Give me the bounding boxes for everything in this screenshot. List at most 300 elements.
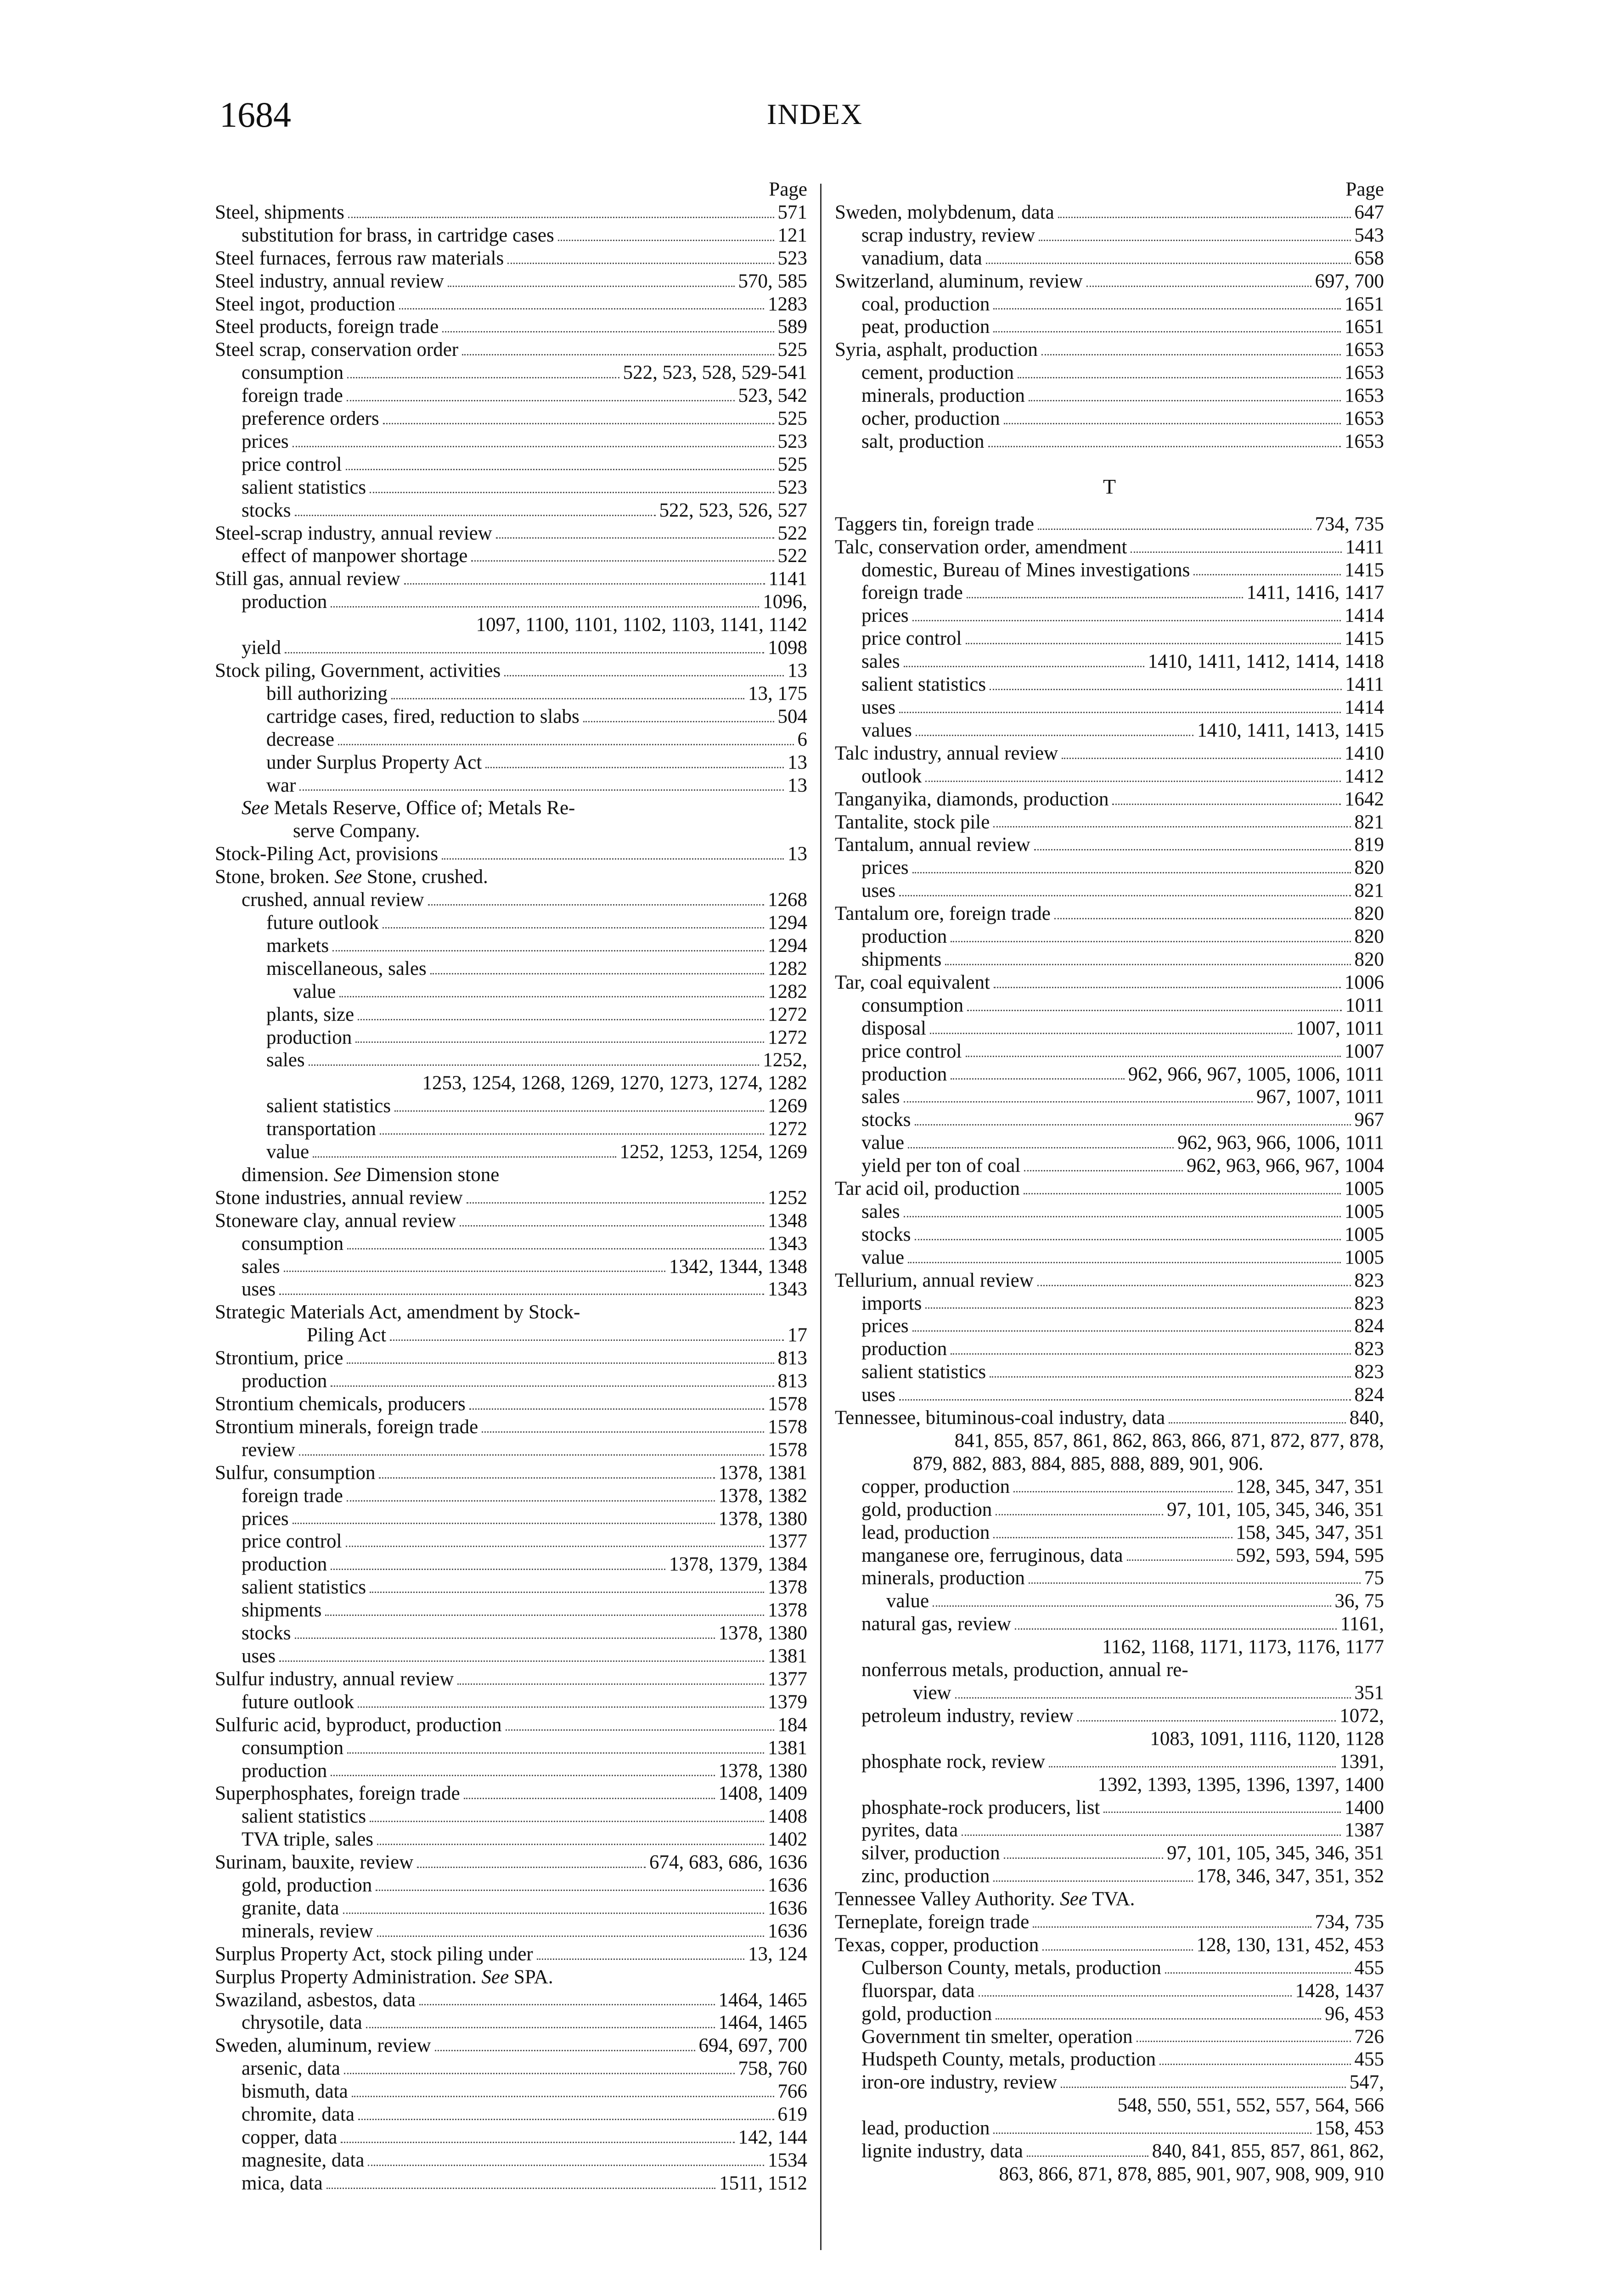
dot-leader — [1029, 384, 1341, 407]
index-entry — [835, 1361, 1384, 1384]
page-reference: 13, 124 — [748, 1943, 807, 1965]
index-term: prices — [242, 1508, 289, 1530]
dot-leader — [1037, 1269, 1351, 1292]
index-term: stocks — [861, 1223, 911, 1245]
index-term: Stock-Piling Act, provisions — [215, 843, 439, 865]
index-entry-crossref: Strategic Materials Act, amendment by Stock- — [215, 1301, 580, 1323]
index-term: Tennessee, bituminous-coal industry, data — [835, 1407, 1165, 1429]
dot-leader — [951, 1063, 1124, 1086]
index-entry — [835, 2071, 1384, 2094]
dot-leader — [1127, 1544, 1232, 1567]
index-entry-continuation: 841, 855, 857, 861, 862, 863, 866, 871, 872, 877, 878, — [954, 1430, 1384, 1452]
dot-leader — [442, 843, 784, 866]
dot-leader — [462, 338, 774, 361]
index-entry — [835, 224, 1384, 247]
page-reference: 525 — [777, 453, 807, 475]
index-term: Steel ingot, production — [215, 293, 395, 315]
index-term: iron-ore industry, review — [861, 2071, 1057, 2093]
dot-leader — [537, 1943, 744, 1966]
dot-leader — [309, 1049, 760, 1072]
index-term: Strontium minerals, foreign trade — [215, 1416, 478, 1438]
index-entry — [835, 338, 1384, 361]
index-entry — [215, 1668, 807, 1691]
index-term: foreign trade — [242, 1485, 343, 1507]
dot-leader — [996, 2003, 1321, 2026]
index-entry — [835, 2048, 1384, 2071]
index-entry — [835, 1934, 1384, 1957]
index-entry-crossref: Surplus Property Administration. See SPA. — [215, 1966, 553, 1988]
page-reference: 1096, — [763, 591, 807, 613]
index-entry — [215, 1255, 807, 1278]
index-term: price control — [242, 453, 342, 475]
page-reference: 351 — [1354, 1682, 1384, 1704]
page-reference: 1252 — [768, 1187, 807, 1209]
index-term: uses — [861, 697, 896, 719]
index-entry — [215, 568, 807, 591]
dot-leader — [899, 1384, 1350, 1407]
index-term: salient statistics — [242, 476, 366, 498]
page-reference: 1294 — [768, 912, 807, 934]
page-reference: 766 — [777, 2081, 807, 2103]
page-reference: 1411, 1416, 1417 — [1246, 582, 1384, 604]
index-entry — [215, 247, 807, 270]
page-reference: 1411 — [1345, 536, 1384, 558]
index-term: chrysotile, data — [242, 2012, 362, 2034]
index-entry — [835, 1040, 1384, 1063]
dot-leader — [583, 705, 774, 728]
dot-leader — [469, 1393, 764, 1416]
page-reference: 1464, 1465 — [718, 1989, 807, 2011]
dot-leader — [955, 1682, 1351, 1705]
index-entry — [835, 650, 1384, 673]
page-reference: 1410, 1411, 1412, 1414, 1418 — [1148, 651, 1384, 673]
page-reference: 1636 — [768, 1874, 807, 1896]
index-entry — [835, 536, 1384, 559]
page-reference: 1294 — [768, 934, 807, 957]
page-reference: 589 — [777, 316, 807, 338]
index-term: Talc industry, annual review — [835, 742, 1058, 764]
index-entry — [215, 1393, 807, 1416]
dot-leader — [348, 201, 774, 224]
index-term: Steel furnaces, ferrous raw materials — [215, 247, 504, 269]
dot-leader — [370, 1576, 764, 1599]
index-entry — [835, 1063, 1384, 1086]
dot-leader — [904, 1200, 1341, 1223]
index-entry — [215, 1439, 807, 1462]
index-entry — [215, 1874, 807, 1897]
dot-leader — [331, 1370, 774, 1393]
dot-leader — [347, 1232, 764, 1255]
index-entry — [215, 1645, 807, 1668]
index-term: substitution for brass, in cartridge cases — [242, 224, 554, 246]
index-term: preference orders — [242, 408, 379, 430]
dot-leader — [1103, 1796, 1341, 1819]
index-term: price control — [861, 1040, 962, 1062]
index-term: Piling Act — [307, 1324, 387, 1346]
index-entry — [215, 1920, 807, 1943]
index-term: consumption — [242, 362, 344, 384]
dot-leader — [912, 1315, 1351, 1338]
index-entry — [215, 1576, 807, 1599]
index-term: production — [861, 1063, 947, 1085]
index-entry — [835, 1796, 1384, 1819]
index-entry — [215, 751, 807, 774]
page-reference: 1410, 1411, 1413, 1415 — [1197, 719, 1384, 741]
index-entry — [835, 673, 1384, 696]
page-reference: 1005 — [1345, 1246, 1384, 1268]
index-term: price control — [861, 628, 962, 650]
page-reference: 1272 — [768, 1118, 807, 1140]
dot-leader — [1062, 742, 1341, 765]
index-term: value — [861, 1132, 905, 1154]
index-term: outlook — [861, 765, 922, 787]
index-entry — [835, 1177, 1384, 1200]
dot-leader — [293, 430, 774, 453]
dot-leader — [993, 2117, 1311, 2140]
dot-leader — [404, 568, 765, 591]
page-reference: 13, 175 — [748, 682, 807, 704]
dot-leader — [1004, 1842, 1163, 1865]
index-term: copper, production — [861, 1475, 1010, 1497]
index-term: Steel industry, annual review — [215, 270, 444, 292]
index-entry — [835, 581, 1384, 604]
index-entry — [835, 270, 1384, 293]
page-reference: 455 — [1354, 2048, 1384, 2071]
page-reference: 184 — [777, 1714, 807, 1736]
page-reference: 1381 — [768, 1737, 807, 1759]
index-entry — [835, 1498, 1384, 1521]
page-reference: 823 — [1354, 1361, 1384, 1383]
index-term: Sweden, aluminum, review — [215, 2035, 431, 2057]
dot-leader — [435, 2034, 695, 2057]
dot-leader — [355, 1026, 764, 1049]
page-reference: 1007, 1011 — [1296, 1017, 1384, 1039]
index-term: effect of manpower shortage — [242, 545, 468, 567]
page-reference: 1412 — [1345, 765, 1384, 787]
dot-leader — [912, 604, 1341, 627]
page-reference: 1651 — [1345, 293, 1384, 315]
index-term: salient statistics — [242, 1576, 366, 1598]
index-entry — [835, 902, 1384, 925]
index-entry-continuation: 863, 866, 871, 878, 885, 901, 907, 908, 909, 910 — [999, 2163, 1384, 2185]
page-reference: 525 — [777, 339, 807, 361]
index-term: view — [913, 1682, 951, 1704]
index-entry — [835, 1521, 1384, 1544]
index-entry — [835, 1750, 1384, 1773]
index-entry — [835, 361, 1384, 384]
dot-leader — [966, 1040, 1341, 1063]
index-entry — [215, 1187, 807, 1210]
dot-leader — [377, 1828, 764, 1851]
dot-leader — [464, 1782, 715, 1805]
page-reference: 697, 700 — [1315, 270, 1384, 292]
index-term: consumption — [242, 1232, 344, 1255]
index-entry — [835, 1154, 1384, 1177]
page-reference: 819 — [1354, 834, 1384, 856]
dot-leader — [347, 1737, 764, 1760]
index-entry — [835, 696, 1384, 719]
index-term: value — [861, 1246, 905, 1268]
index-term: salient statistics — [242, 1806, 366, 1828]
index-term: sales — [861, 1086, 900, 1108]
page-reference: 840, 841, 855, 857, 861, 862, — [1152, 2140, 1384, 2162]
dot-leader — [1041, 338, 1341, 361]
index-entry-crossref: See Metals Reserve, Office of; Metals Re- — [242, 797, 575, 819]
index-entry — [215, 453, 807, 476]
page-reference: 820 — [1354, 948, 1384, 970]
index-entry — [835, 765, 1384, 788]
index-term: natural gas, review — [861, 1613, 1011, 1635]
index-term: uses — [242, 1645, 276, 1667]
index-term: review — [242, 1439, 295, 1461]
index-term: Talc, conservation order, amendment — [835, 536, 1127, 558]
page-reference: 658 — [1354, 247, 1384, 269]
index-entry — [215, 1416, 807, 1439]
index-term: salient statistics — [266, 1095, 391, 1117]
index-entry — [215, 1324, 807, 1347]
dot-leader — [1004, 407, 1341, 430]
page-reference: 813 — [777, 1347, 807, 1369]
index-term: Sweden, molybdenum, data — [835, 201, 1054, 223]
index-entry — [215, 430, 807, 453]
dot-leader — [1054, 902, 1351, 925]
dot-leader — [1042, 1934, 1193, 1957]
page-reference: 674, 683, 686, 1636 — [649, 1851, 807, 1874]
dot-leader — [1112, 788, 1341, 811]
index-term: Tantalite, stock pile — [835, 811, 990, 833]
index-entry — [835, 1407, 1384, 1429]
index-entry — [835, 1086, 1384, 1109]
index-entry — [215, 293, 807, 316]
page-reference: 821 — [1354, 880, 1384, 902]
index-term: production — [242, 591, 327, 613]
index-term: decrease — [266, 728, 334, 750]
page-reference: 1653 — [1345, 385, 1384, 407]
page-reference: 823 — [1354, 1292, 1384, 1314]
index-term: lead, production — [861, 2117, 990, 2139]
index-term: prices — [242, 430, 289, 452]
index-entry — [835, 1200, 1384, 1223]
page-reference: 1411 — [1345, 674, 1384, 696]
index-entry — [215, 545, 807, 568]
page-reference: 1006 — [1345, 971, 1384, 993]
page-reference: 1272 — [768, 1026, 807, 1048]
page-reference: 1415 — [1345, 559, 1384, 581]
index-term: imports — [861, 1292, 922, 1314]
index-entry — [215, 2103, 807, 2126]
dot-leader — [915, 1109, 1351, 1131]
index-term: Texas, copper, production — [835, 1934, 1039, 1956]
index-entry — [835, 1819, 1384, 1842]
index-entry — [215, 934, 807, 957]
index-entry — [215, 476, 807, 499]
dot-leader — [325, 1599, 764, 1622]
dot-leader — [299, 774, 784, 797]
dot-leader — [951, 1338, 1350, 1361]
index-term: magnesite, data — [242, 2149, 365, 2171]
page-reference: 1378 — [768, 1576, 807, 1598]
index-term: petroleum industry, review — [861, 1705, 1074, 1727]
index-entry — [215, 980, 807, 1003]
index-entry — [215, 1347, 807, 1370]
page-reference: 1377 — [768, 1531, 807, 1553]
dot-leader — [1193, 559, 1341, 582]
index-term: Hudspeth County, metals, production — [861, 2048, 1156, 2071]
index-term: Stone industries, annual review — [215, 1187, 463, 1209]
dot-leader — [347, 361, 619, 384]
dot-leader — [990, 1361, 1350, 1384]
page-reference: 121 — [777, 224, 807, 246]
dot-leader — [925, 1292, 1350, 1315]
dot-leader — [299, 1439, 764, 1462]
page-reference: 647 — [1354, 201, 1384, 223]
index-term: peat, production — [861, 316, 990, 338]
index-entry — [215, 338, 807, 361]
page-reference: 1378, 1379, 1384 — [669, 1553, 807, 1576]
index-term: cement, production — [861, 362, 1014, 384]
page-reference: 1387 — [1345, 1819, 1384, 1841]
page-reference: 1272 — [768, 1003, 807, 1025]
index-term: production — [242, 1760, 327, 1782]
dot-leader — [1039, 224, 1350, 247]
index-entry — [215, 1691, 807, 1714]
dot-leader — [915, 1223, 1341, 1246]
index-term: Switzerland, aluminum, review — [835, 270, 1083, 292]
index-entry — [835, 1292, 1384, 1315]
page-reference: 962, 966, 967, 1005, 1006, 1011 — [1128, 1063, 1384, 1085]
index-entry — [835, 407, 1384, 430]
index-term: future outlook — [266, 912, 379, 934]
page-reference: 570, 585 — [738, 270, 807, 292]
dot-leader — [370, 476, 774, 499]
index-entry — [215, 2034, 807, 2057]
index-term: production — [242, 1553, 327, 1576]
dot-leader — [376, 1874, 764, 1897]
page-reference: 1391, — [1339, 1750, 1384, 1773]
index-entry — [835, 788, 1384, 811]
index-entry — [835, 811, 1384, 834]
page-reference: 1378, 1382 — [718, 1485, 807, 1507]
index-entry — [215, 1485, 807, 1508]
dot-leader — [284, 1255, 665, 1278]
index-term: mica, data — [242, 2172, 323, 2194]
dot-leader — [951, 925, 1350, 948]
index-term: Superphosphates, foreign trade — [215, 1783, 460, 1805]
index-term: foreign trade — [861, 582, 963, 604]
index-term: coal, production — [861, 293, 990, 315]
dot-leader — [1024, 1177, 1341, 1200]
index-entry — [835, 856, 1384, 879]
index-term: Stoneware clay, annual review — [215, 1210, 456, 1232]
dot-leader — [341, 2126, 734, 2149]
dot-leader — [347, 384, 735, 407]
index-entry-continuation: 1083, 1091, 1116, 1120, 1128 — [1150, 1728, 1384, 1750]
index-term: Tar, coal equivalent — [835, 971, 990, 993]
index-term: silver, production — [861, 1842, 1000, 1864]
index-entry — [835, 1269, 1384, 1292]
index-term: arsenic, data — [242, 2058, 340, 2080]
index-entry — [835, 430, 1384, 453]
dot-leader — [352, 2080, 774, 2103]
index-entry — [835, 201, 1384, 224]
page-reference: 1282 — [768, 957, 807, 979]
index-entry — [835, 742, 1384, 765]
page-number: 1684 — [219, 95, 291, 135]
page-reference: 1379 — [768, 1691, 807, 1713]
index-entry — [215, 1897, 807, 1920]
page-reference: 758, 760 — [738, 2058, 807, 2080]
page-reference: 1636 — [768, 1920, 807, 1942]
dot-leader — [347, 1485, 715, 1508]
page-reference: 142, 144 — [738, 2127, 807, 2149]
page-reference: 1098 — [768, 637, 807, 659]
dot-leader — [471, 545, 774, 568]
index-entry — [835, 1338, 1384, 1361]
index-term: Tar acid oil, production — [835, 1178, 1020, 1200]
index-entry — [835, 879, 1384, 902]
dot-leader — [366, 2011, 715, 2034]
index-entry-crossref: nonferrous metals, production, annual re- — [861, 1659, 1188, 1681]
index-term: stocks — [861, 1109, 911, 1131]
page-reference: 1410 — [1345, 742, 1384, 764]
page-reference: 1072, — [1339, 1705, 1384, 1727]
index-term: bismuth, data — [242, 2081, 348, 2103]
page-reference: 455 — [1354, 1957, 1384, 1979]
dot-leader — [370, 1805, 764, 1828]
index-term: transportation — [266, 1118, 376, 1140]
dot-leader — [930, 1017, 1292, 1040]
index-entry — [215, 1508, 807, 1531]
dot-leader — [358, 1003, 764, 1026]
index-term: phosphate rock, review — [861, 1750, 1045, 1773]
index-term: uses — [861, 880, 896, 902]
page-reference: 158, 453 — [1315, 2117, 1384, 2139]
page-reference: 1377 — [768, 1668, 807, 1690]
dot-leader — [1015, 1613, 1337, 1636]
index-entry — [215, 1828, 807, 1851]
index-term: sales — [242, 1255, 280, 1277]
index-term: consumption — [242, 1737, 344, 1759]
page-reference: 1636 — [768, 1897, 807, 1919]
page-reference: 821 — [1354, 811, 1384, 833]
dot-leader — [428, 889, 764, 912]
dot-leader — [925, 765, 1341, 788]
dot-leader — [962, 1819, 1341, 1842]
index-entry — [835, 2140, 1384, 2163]
dot-leader — [558, 224, 774, 247]
dot-leader — [986, 247, 1351, 270]
index-term: Government tin smelter, operation — [861, 2026, 1133, 2048]
dot-leader — [496, 522, 774, 545]
page-reference: 1653 — [1345, 362, 1384, 384]
index-term: Surinam, bauxite, review — [215, 1851, 414, 1874]
index-entry — [835, 948, 1384, 971]
page-reference: 1578 — [768, 1393, 807, 1415]
page-reference: 823 — [1354, 1269, 1384, 1291]
dot-leader — [331, 591, 759, 613]
page-reference: 543 — [1354, 224, 1384, 246]
dot-leader — [399, 293, 764, 316]
index-entry-continuation: 1392, 1393, 1395, 1396, 1397, 1400 — [1097, 1773, 1384, 1795]
dot-leader — [417, 1851, 646, 1874]
dot-leader — [485, 751, 784, 774]
page-reference: 75 — [1364, 1567, 1384, 1589]
dot-leader — [1049, 1750, 1336, 1773]
index-entry — [215, 774, 807, 797]
index-term: ocher, production — [861, 408, 1000, 430]
index-term: TVA triple, sales — [242, 1829, 374, 1851]
running-head: INDEX — [767, 98, 863, 130]
